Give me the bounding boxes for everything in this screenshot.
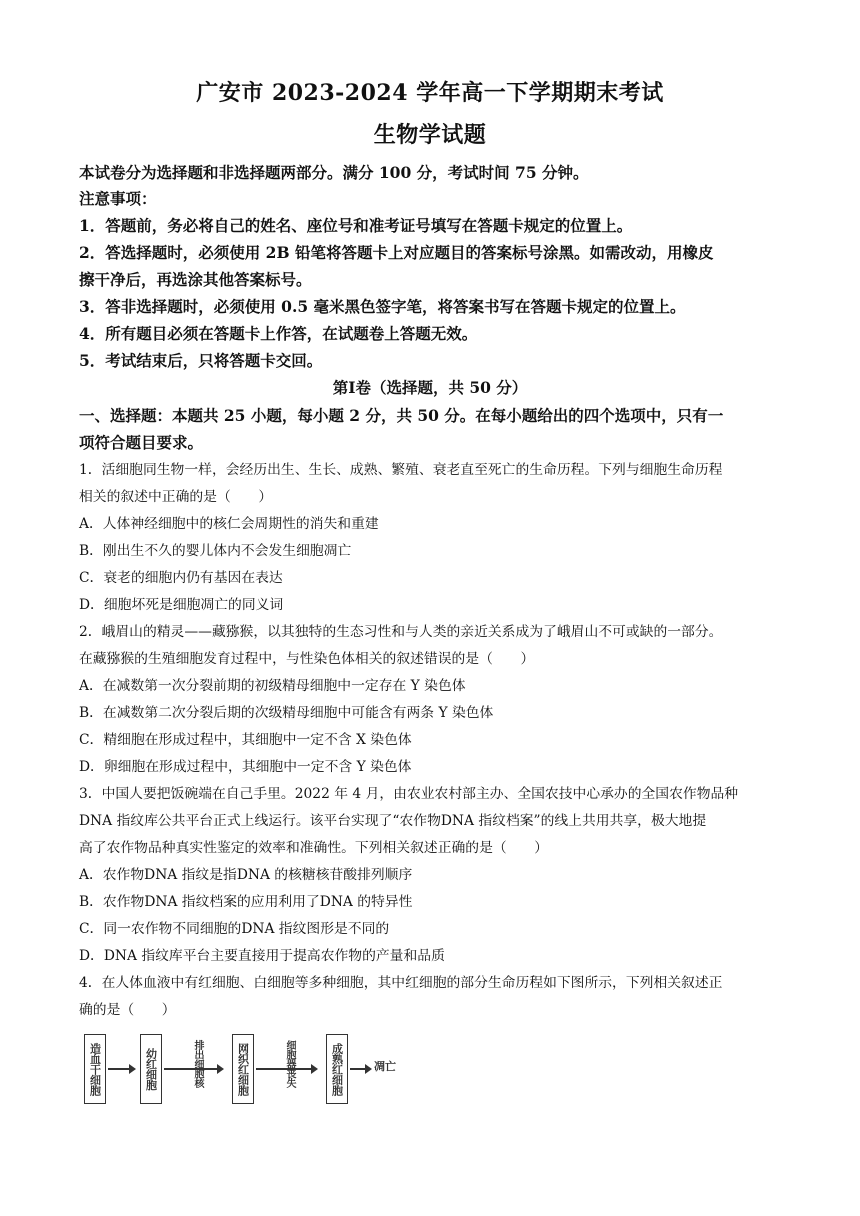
question-1-option-a: A．人体神经细胞中的核仁会周期性的消失和重建 xyxy=(79,516,379,532)
flow-box-label: 造血干细胞 xyxy=(88,1042,102,1096)
question-4-stem-cont: 确的是（ ） xyxy=(79,1002,176,1018)
question-1-option-d: D．细胞坏死是细胞凋亡的同义词 xyxy=(79,597,284,613)
flow-box-label: 成熟红细胞 xyxy=(330,1042,344,1096)
notice-rule-2: 2．答选择题时，必须使用 2B 铅笔将答题卡上对应题目的答案标号涂黑。如需改动，用橡皮 xyxy=(79,243,714,262)
question-3-stem: 3．中国人要把饭碗端在自己手里。2022 年 4 月，由农业农村部主办、全国农技中心承办的全国农作物品种 xyxy=(79,786,739,802)
flow-arrow-label: 细胞器丧失 xyxy=(284,1040,295,1088)
flow-box-mature-erythrocyte xyxy=(326,1034,348,1104)
notice-rule-2-cont: 擦干净后，再选涂其他答案标号。 xyxy=(79,270,312,289)
question-2-option-c: C．精细胞在形成过程中，其细胞中一定不含 X 染色体 xyxy=(79,732,412,748)
section-heading: 一、选择题：本题共 25 小题，每小题 2 分，共 50 分。在每小题给出的四个选项中，只有一 xyxy=(79,406,724,425)
flow-arrow xyxy=(108,1068,134,1070)
flow-arrow-label: 排出细胞核 xyxy=(192,1040,203,1088)
flow-box-hematopoietic-stem-cell xyxy=(84,1034,106,1104)
question-1-stem: 1．活细胞同生物一样，会经历出生、生长、成熟、繁殖、衰老直至死亡的生命历程。下列与细胞生命历程 xyxy=(79,462,723,478)
section-heading-cont: 项符合题目要求。 xyxy=(79,433,204,452)
exam-title: 广安市 2023-2024 学年高一下学期期末考试 xyxy=(196,80,664,106)
exam-subtitle: 生物学试题 xyxy=(373,122,487,148)
question-2-option-b: B．在减数第二次分裂后期的次级精母细胞中可能含有两条 Y 染色体 xyxy=(79,705,494,721)
question-2-option-d: D．卵细胞在形成过程中，其细胞中一定不含 Y 染色体 xyxy=(79,759,412,775)
flow-end-label: 凋亡 xyxy=(374,1060,396,1073)
intro-line: 本试卷分为选择题和非选择题两部分。满分 100 分，考试时间 75 分钟。 xyxy=(79,163,589,182)
part-title: 第Ⅰ卷（选择题，共 50 分） xyxy=(332,378,528,397)
question-3-option-d: D．DNA 指纹库平台主要直接用于提高农作物的产量和品质 xyxy=(79,948,445,964)
question-3-option-c: C．同一农作物不同细胞的DNA 指纹图形是不同的 xyxy=(79,921,390,937)
question-1-option-c: C．衰老的细胞内仍有基因在表达 xyxy=(79,570,283,586)
question-3-option-a: A．农作物DNA 指纹是指DNA 的核糖核苷酸排列顺序 xyxy=(79,867,413,883)
question-1-stem-cont: 相关的叙述中正确的是（ ） xyxy=(79,489,273,505)
red-blood-cell-flowchart xyxy=(80,1028,410,1110)
notice-rule-4: 4．所有题目必须在答题卡上作答，在试题卷上答题无效。 xyxy=(79,324,478,343)
notice-rule-3: 3．答非选择题时，必须使用 0.5 毫米黑色签字笔，将答案书写在答题卡规定的位置上。 xyxy=(79,297,686,316)
notice-rule-1: 1．答题前，务必将自己的姓名、座位号和准考证号填写在答题卡规定的位置上。 xyxy=(79,216,633,235)
question-3-stem-cont: DNA 指纹库公共平台正式上线运行。该平台实现了“农作物DNA 指纹档案”的线上共用共享，极大地提 xyxy=(79,813,707,829)
notice-rule-5: 5．考试结束后，只将答题卡交回。 xyxy=(79,351,323,370)
question-3-stem-cont-2: 高了农作物品种真实性鉴定的效率和准确性。下列相关叙述正确的是（ ） xyxy=(79,840,549,856)
question-2-stem-cont: 在藏猕猴的生殖细胞发育过程中，与性染色体相关的叙述错误的是（ ） xyxy=(79,651,535,667)
question-3-option-b: B．农作物DNA 指纹档案的应用利用了DNA 的特异性 xyxy=(79,894,413,910)
question-2-option-a: A．在减数第一次分裂前期的初级精母细胞中一定存在 Y 染色体 xyxy=(79,678,466,694)
flow-arrow xyxy=(350,1068,370,1070)
question-1-option-b: B．刚出生不久的婴儿体内不会发生细胞凋亡 xyxy=(79,543,352,559)
question-4-stem: 4．在人体血液中有红细胞、白细胞等多种细胞，其中红细胞的部分生命历程如下图所示，下列相关叙述正 xyxy=(79,975,723,991)
question-2-stem: 2．峨眉山的精灵——藏猕猴，以其独特的生态习性和与人类的亲近关系成为了峨眉山不可或缺的一部分。 xyxy=(79,624,723,640)
flow-box-reticulocyte xyxy=(232,1034,254,1104)
flow-box-label: 网织红细胞 xyxy=(236,1042,250,1096)
notice-heading: 注意事项： xyxy=(79,189,157,208)
flow-box-label: 幼红细胞 xyxy=(144,1048,158,1090)
flow-box-erythroblast xyxy=(140,1034,162,1104)
